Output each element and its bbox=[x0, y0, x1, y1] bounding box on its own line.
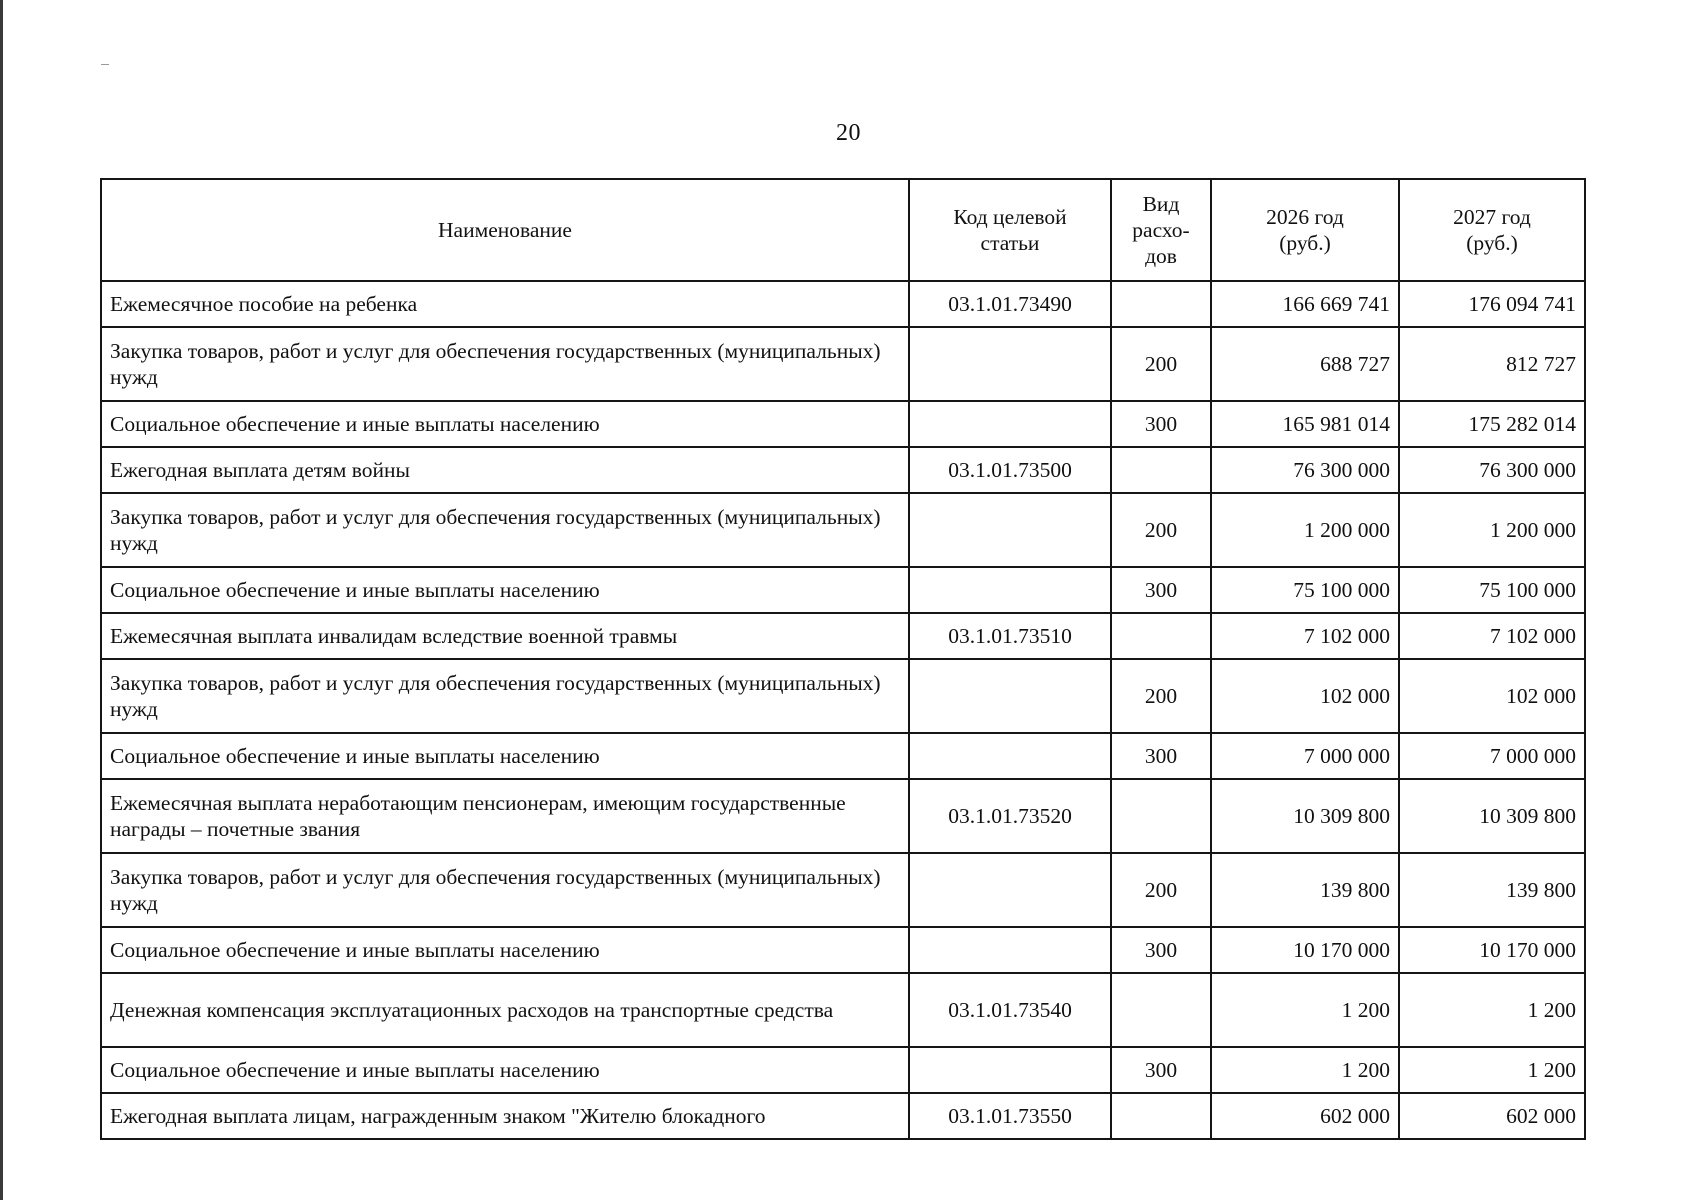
row-2026: 1 200 bbox=[1211, 973, 1399, 1047]
budget-table bbox=[100, 178, 1586, 1140]
header-2026-line2: (руб.) bbox=[1279, 231, 1331, 255]
row-kind: 200 bbox=[1111, 493, 1211, 567]
page-number: 20 bbox=[836, 120, 861, 146]
table-row bbox=[101, 1093, 1585, 1139]
row-2027: 175 282 014 bbox=[1399, 401, 1585, 447]
row-2026: 166 669 741 bbox=[1211, 281, 1399, 327]
row-code bbox=[909, 927, 1111, 973]
table-row bbox=[101, 281, 1585, 327]
row-2026: 75 100 000 bbox=[1211, 567, 1399, 613]
scan-edge-shadow bbox=[0, 0, 3, 1200]
header-2027-line2: (руб.) bbox=[1466, 231, 1518, 255]
row-kind: 300 bbox=[1111, 401, 1211, 447]
row-code bbox=[909, 659, 1111, 733]
row-2027: 1 200 000 bbox=[1399, 493, 1585, 567]
row-2027: 1 200 bbox=[1399, 973, 1585, 1047]
row-2027: 10 170 000 bbox=[1399, 927, 1585, 973]
header-code-line2: статьи bbox=[980, 231, 1040, 255]
row-name: Денежная компенсация эксплуатационных расходов на транспортные средства bbox=[101, 973, 909, 1047]
row-2026: 10 170 000 bbox=[1211, 927, 1399, 973]
row-2026: 139 800 bbox=[1211, 853, 1399, 927]
row-2027: 1 200 bbox=[1399, 1047, 1585, 1093]
row-code bbox=[909, 1047, 1111, 1093]
row-code: 03.1.01.73500 bbox=[909, 447, 1111, 493]
header-code bbox=[909, 179, 1111, 281]
table-header-row bbox=[101, 179, 1585, 281]
header-name-text: Наименование bbox=[438, 217, 572, 242]
row-code bbox=[909, 567, 1111, 613]
row-name: Ежегодная выплата детям войны bbox=[101, 447, 909, 493]
scan-mark bbox=[101, 64, 109, 65]
row-code: 03.1.01.73540 bbox=[909, 973, 1111, 1047]
row-kind bbox=[1111, 447, 1211, 493]
row-name: Ежемесячная выплата инвалидам вследствие военной травмы bbox=[101, 613, 909, 659]
table-row bbox=[101, 779, 1585, 853]
row-kind: 300 bbox=[1111, 927, 1211, 973]
row-code bbox=[909, 493, 1111, 567]
row-name: Социальное обеспечение и иные выплаты населению bbox=[101, 733, 909, 779]
row-name: Закупка товаров, работ и услуг для обеспечения государственных (муниципальных) нужд bbox=[101, 493, 909, 567]
row-2027: 139 800 bbox=[1399, 853, 1585, 927]
row-2026: 7 000 000 bbox=[1211, 733, 1399, 779]
row-kind: 200 bbox=[1111, 853, 1211, 927]
row-2027: 7 000 000 bbox=[1399, 733, 1585, 779]
row-2026: 10 309 800 bbox=[1211, 779, 1399, 853]
table-row bbox=[101, 1047, 1585, 1093]
row-2026: 602 000 bbox=[1211, 1093, 1399, 1139]
header-2027 bbox=[1399, 179, 1585, 281]
row-kind: 200 bbox=[1111, 659, 1211, 733]
table-row bbox=[101, 659, 1585, 733]
row-2027: 176 094 741 bbox=[1399, 281, 1585, 327]
row-2027: 10 309 800 bbox=[1399, 779, 1585, 853]
table-row bbox=[101, 973, 1585, 1047]
row-name: Закупка товаров, работ и услуг для обеспечения государственных (муниципальных) нужд bbox=[101, 327, 909, 401]
header-kind-line1: Вид bbox=[1142, 191, 1180, 216]
row-code bbox=[909, 853, 1111, 927]
header-2026 bbox=[1211, 179, 1399, 281]
row-name: Социальное обеспечение и иные выплаты населению bbox=[101, 927, 909, 973]
row-code bbox=[909, 401, 1111, 447]
row-code: 03.1.01.73490 bbox=[909, 281, 1111, 327]
header-kind bbox=[1111, 179, 1211, 281]
table-row bbox=[101, 447, 1585, 493]
row-kind bbox=[1111, 973, 1211, 1047]
row-2026: 102 000 bbox=[1211, 659, 1399, 733]
row-name: Социальное обеспечение и иные выплаты населению bbox=[101, 567, 909, 613]
header-kind-line3: дов bbox=[1145, 244, 1177, 269]
row-code: 03.1.01.73550 bbox=[909, 1093, 1111, 1139]
row-2026: 1 200 bbox=[1211, 1047, 1399, 1093]
row-name: Ежегодная выплата лицам, награжденным знаком "Жителю блокадного bbox=[101, 1093, 909, 1139]
row-kind bbox=[1111, 779, 1211, 853]
row-2026: 1 200 000 bbox=[1211, 493, 1399, 567]
row-code bbox=[909, 327, 1111, 401]
row-kind bbox=[1111, 613, 1211, 659]
row-2027: 812 727 bbox=[1399, 327, 1585, 401]
row-2027: 7 102 000 bbox=[1399, 613, 1585, 659]
row-2026: 76 300 000 bbox=[1211, 447, 1399, 493]
row-kind: 200 bbox=[1111, 327, 1211, 401]
row-code bbox=[909, 733, 1111, 779]
row-name: Закупка товаров, работ и услуг для обеспечения государственных (муниципальных) нужд bbox=[101, 853, 909, 927]
table-row bbox=[101, 567, 1585, 613]
row-2026: 165 981 014 bbox=[1211, 401, 1399, 447]
row-kind: 300 bbox=[1111, 1047, 1211, 1093]
header-2027-line1: 2027 год bbox=[1453, 204, 1531, 229]
row-name: Социальное обеспечение и иные выплаты населению bbox=[101, 1047, 909, 1093]
row-kind bbox=[1111, 1093, 1211, 1139]
row-name: Ежемесячное пособие на ребенка bbox=[101, 281, 909, 327]
row-code: 03.1.01.73510 bbox=[909, 613, 1111, 659]
header-kind-line2: расхо- bbox=[1132, 217, 1190, 242]
table-row bbox=[101, 401, 1585, 447]
table-row bbox=[101, 327, 1585, 401]
table-row bbox=[101, 613, 1585, 659]
header-code-line1: Код целевой bbox=[953, 204, 1067, 229]
row-name: Ежемесячная выплата неработающим пенсионерам, имеющим государственные награды – почетные звания bbox=[101, 779, 909, 853]
table-row bbox=[101, 733, 1585, 779]
row-name: Закупка товаров, работ и услуг для обеспечения государственных (муниципальных) нужд bbox=[101, 659, 909, 733]
row-2027: 602 000 bbox=[1399, 1093, 1585, 1139]
row-2027: 76 300 000 bbox=[1399, 447, 1585, 493]
row-name: Социальное обеспечение и иные выплаты населению bbox=[101, 401, 909, 447]
row-code: 03.1.01.73520 bbox=[909, 779, 1111, 853]
table-row bbox=[101, 493, 1585, 567]
table-row bbox=[101, 927, 1585, 973]
row-2026: 7 102 000 bbox=[1211, 613, 1399, 659]
row-kind bbox=[1111, 281, 1211, 327]
table-row bbox=[101, 853, 1585, 927]
header-2026-line1: 2026 год bbox=[1266, 204, 1344, 229]
row-2027: 75 100 000 bbox=[1399, 567, 1585, 613]
header-name bbox=[101, 179, 909, 281]
row-kind: 300 bbox=[1111, 733, 1211, 779]
row-2027: 102 000 bbox=[1399, 659, 1585, 733]
row-2026: 688 727 bbox=[1211, 327, 1399, 401]
row-kind: 300 bbox=[1111, 567, 1211, 613]
